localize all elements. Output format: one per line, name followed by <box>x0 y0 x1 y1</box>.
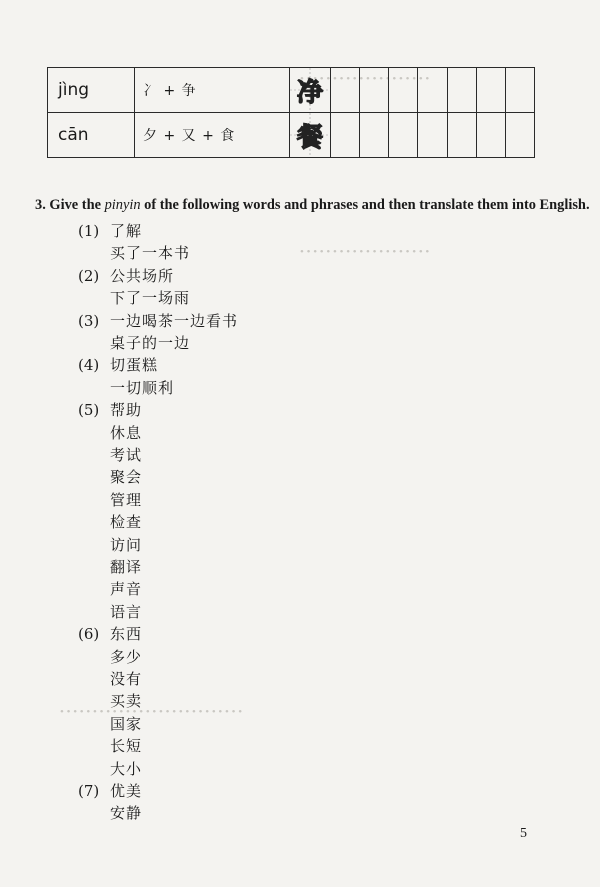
bleed-through-text: • • • • • • • • • • • • • • • • • • • • <box>300 73 430 85</box>
exercise-heading <box>35 197 590 214</box>
practice-box[interactable] <box>360 68 389 113</box>
practice-row <box>48 68 535 113</box>
bleed-through-text: • • • • • • • • • • • • • • • • • • • • • • • • • • • • <box>60 706 243 718</box>
heading-text-italic: pinyin <box>104 197 141 213</box>
word-item: 聚会 <box>110 468 143 487</box>
group-label: (7) <box>78 782 100 800</box>
word-item: 优美 <box>110 782 143 800</box>
page-number: 5 <box>520 826 527 841</box>
word-item: 买卖 <box>110 692 143 711</box>
model-character: 餐 <box>296 122 323 153</box>
practice-box[interactable] <box>505 68 534 113</box>
word-item: 下了一场雨 <box>110 289 191 308</box>
word-item: 语言 <box>110 602 143 621</box>
practice-box[interactable] <box>360 113 389 158</box>
word-item: 大小 <box>110 759 143 778</box>
practice-box[interactable] <box>476 68 505 113</box>
word-item: 访问 <box>110 535 143 554</box>
practice-row <box>48 113 535 158</box>
word-item: 切蛋糕 <box>110 356 159 375</box>
pinyin-cell: jìng <box>48 68 135 113</box>
word-item: 一边喝茶一边看书 <box>110 311 239 330</box>
model-character-cell <box>290 68 331 113</box>
group-label: (5) <box>78 401 100 420</box>
word-item: 桌子的一边 <box>110 334 191 352</box>
practice-box[interactable] <box>331 68 360 113</box>
word-item: 没有 <box>110 670 143 688</box>
word-item: 了解 <box>110 222 143 240</box>
group-label: (4) <box>78 356 100 375</box>
word-item: 翻译 <box>110 558 143 576</box>
word-item: 考试 <box>110 446 143 464</box>
practice-box[interactable] <box>389 68 418 113</box>
practice-box[interactable] <box>505 113 534 158</box>
heading-text-pre: Give the <box>49 197 101 213</box>
group-label: (3) <box>78 311 100 330</box>
word-item: 买了一本书 <box>110 244 191 263</box>
character-practice-table <box>47 67 535 158</box>
model-character-cell <box>290 113 331 158</box>
word-item: 管理 <box>110 490 143 509</box>
word-item: 休息 <box>110 423 143 442</box>
word-item: 一切顺利 <box>110 378 175 397</box>
word-item: 公共场所 <box>110 266 175 285</box>
word-item: 检查 <box>110 513 143 532</box>
practice-box[interactable] <box>418 113 447 158</box>
group-label: (6) <box>78 625 100 644</box>
word-item: 东西 <box>110 625 143 644</box>
practice-box[interactable] <box>389 113 418 158</box>
word-item: 安静 <box>110 804 143 823</box>
components-cell: 夕 + 又 + 食 <box>135 113 290 158</box>
practice-box[interactable] <box>331 113 360 158</box>
model-character: 净 <box>296 77 323 108</box>
heading-text-post: of the following words and phrases and then translate them into English. <box>144 197 590 213</box>
word-item: 帮助 <box>110 401 143 420</box>
word-item: 国家 <box>110 714 143 733</box>
word-item: 长短 <box>110 737 143 756</box>
practice-box[interactable] <box>476 113 505 158</box>
practice-box[interactable] <box>447 68 476 113</box>
word-item: 声音 <box>110 580 143 599</box>
practice-box[interactable] <box>418 68 447 113</box>
exercise-number: 3. <box>35 197 46 213</box>
group-label: (1) <box>78 222 100 240</box>
bleed-through-text: • • • • • • • • • • • • • • • • • • • • <box>300 246 430 258</box>
components-cell: 冫 + 争 <box>135 68 290 113</box>
group-label: (2) <box>78 266 100 285</box>
pinyin-cell: cān <box>48 113 135 158</box>
word-item: 多少 <box>110 647 143 666</box>
practice-box[interactable] <box>447 113 476 158</box>
